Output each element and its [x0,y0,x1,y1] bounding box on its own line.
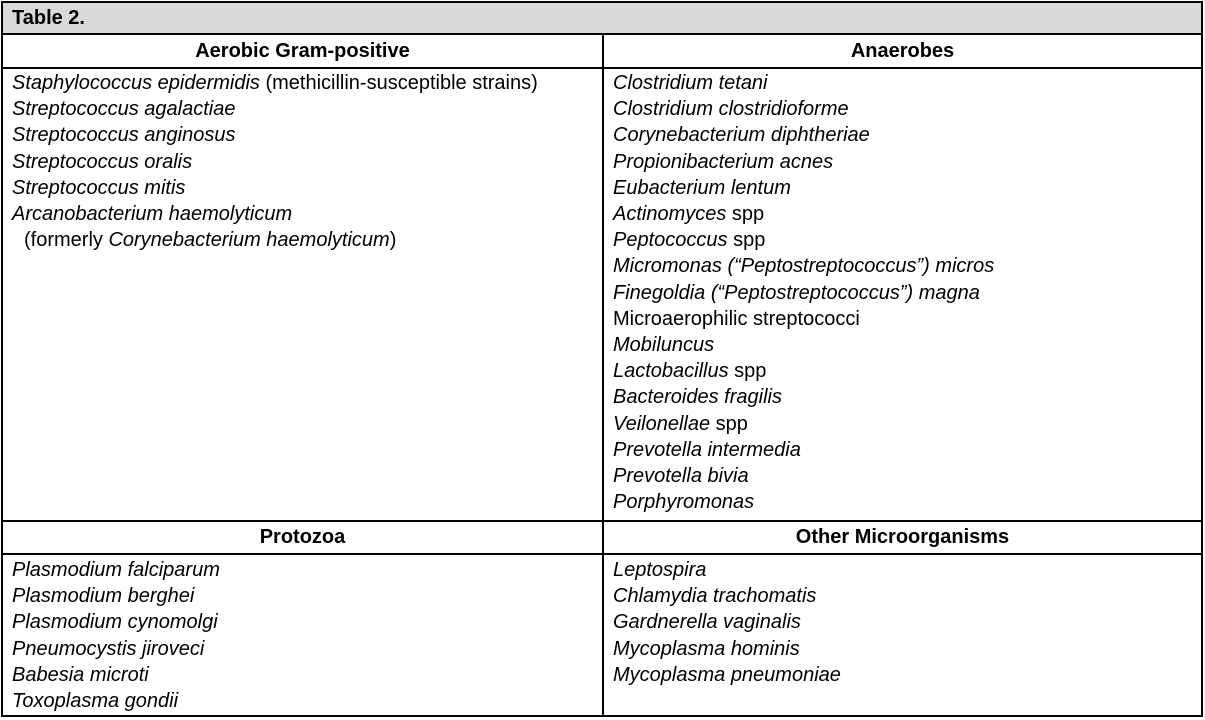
organism-name: Clostridium clostridioforme [613,98,849,121]
organism-name: Corynebacterium diphtheriae [613,124,870,147]
organism-name: Mycoplasma pneumoniae [613,663,841,686]
organism-name: Actinomyces [613,203,727,226]
list-item [613,583,841,609]
list-item [12,557,220,583]
list-item [613,609,841,635]
item-note: spp [710,412,748,435]
list-item [12,175,538,201]
list-item [613,332,994,358]
organism-name: Plasmodium falciparum [12,559,220,581]
list-item [613,662,841,688]
item-note: Microaerophilic streptococci [613,307,860,330]
list-item [613,489,994,515]
list-item [613,557,841,583]
organism-name: Porphyromonas [613,491,755,514]
list-item [613,463,994,489]
header-aerobic: Aerobic Gram-positive [195,40,410,62]
item-note: spp [727,229,766,252]
list-item [613,175,994,201]
organism-table [1,1,1203,717]
list-item [12,149,538,175]
list-item [613,437,994,463]
organism-name: Prevotella bivia [613,465,749,488]
list-item [12,122,538,148]
list-item [12,688,220,714]
list-item [613,384,994,410]
list-item [12,201,538,227]
list-item [613,636,841,662]
organism-name: Staphylococcus epidermidis [12,72,260,94]
item-note: spp [726,203,765,226]
aerobic-list [12,70,538,253]
organism-name: Arcanobacterium haemolyticum [12,203,293,226]
organism-name: Plasmodium berghei [12,585,195,608]
list-item [613,122,994,148]
header-protozoa: Protozoa [259,526,346,548]
item-note: spp [728,360,767,383]
organism-name: Streptococcus oralis [12,150,193,173]
table-title: Table 2. [3,3,1201,35]
organism-name: Streptococcus mitis [12,176,186,199]
list-item [12,96,538,122]
list-item [613,96,994,122]
item-note: (methicillin-susceptible strains) [259,72,538,94]
organism-name: Prevotella intermedia [613,438,801,461]
organism-name: Gardnerella vaginalis [613,611,801,634]
list-item [613,149,994,175]
header-other: Other Microorganisms [795,526,1010,548]
list-item [613,411,994,437]
organism-name: Pneumocystis jiroveci [12,637,205,660]
organism-name: Mycoplasma hominis [613,637,800,660]
organism-name: Lactobacillus [613,360,729,383]
organism-name: Corynebacterium haemolyticum [108,229,390,252]
anaerobes-list [613,70,994,515]
organism-name: Micromonas (“Peptostreptococcus”) micros [613,255,995,278]
list-item [613,201,994,227]
list-item [613,70,994,96]
list-item [613,280,994,306]
organism-name: Eubacterium lentum [613,176,791,199]
organism-name: Peptococcus [613,229,728,252]
organism-name: Streptococcus anginosus [12,124,236,147]
organism-name: Toxoplasma gondii [12,690,179,713]
column-divider [602,35,604,715]
list-item [613,358,994,384]
list-item [12,662,220,688]
organism-name: Bacteroides fragilis [613,386,782,409]
organism-name: Chlamydia trachomatis [613,585,817,608]
organism-name: Streptococcus agalactiae [12,98,236,121]
list-item [12,227,538,253]
list-item [613,227,994,253]
header-anaerobes: Anaerobes [850,40,955,62]
other-list [613,557,841,688]
list-item [613,306,994,332]
item-note: ) [389,229,397,252]
organism-name: Leptospira [613,559,707,581]
organism-name: Mobiluncus [613,334,715,357]
list-item [12,583,220,609]
organism-name: Veilonellae [613,412,711,435]
list-item [12,609,220,635]
protozoa-list [12,557,220,714]
organism-name: Clostridium tetani [613,72,768,94]
organism-name: Plasmodium cynomolgi [12,611,218,634]
organism-name: Babesia microti [12,663,149,686]
item-prefix: (formerly [24,229,109,252]
list-item [613,253,994,279]
organism-name: Finegoldia (“Peptostreptococcus”) magna [613,281,980,304]
list-item [12,70,538,96]
organism-name: Propionibacterium acnes [613,150,834,173]
list-item [12,636,220,662]
